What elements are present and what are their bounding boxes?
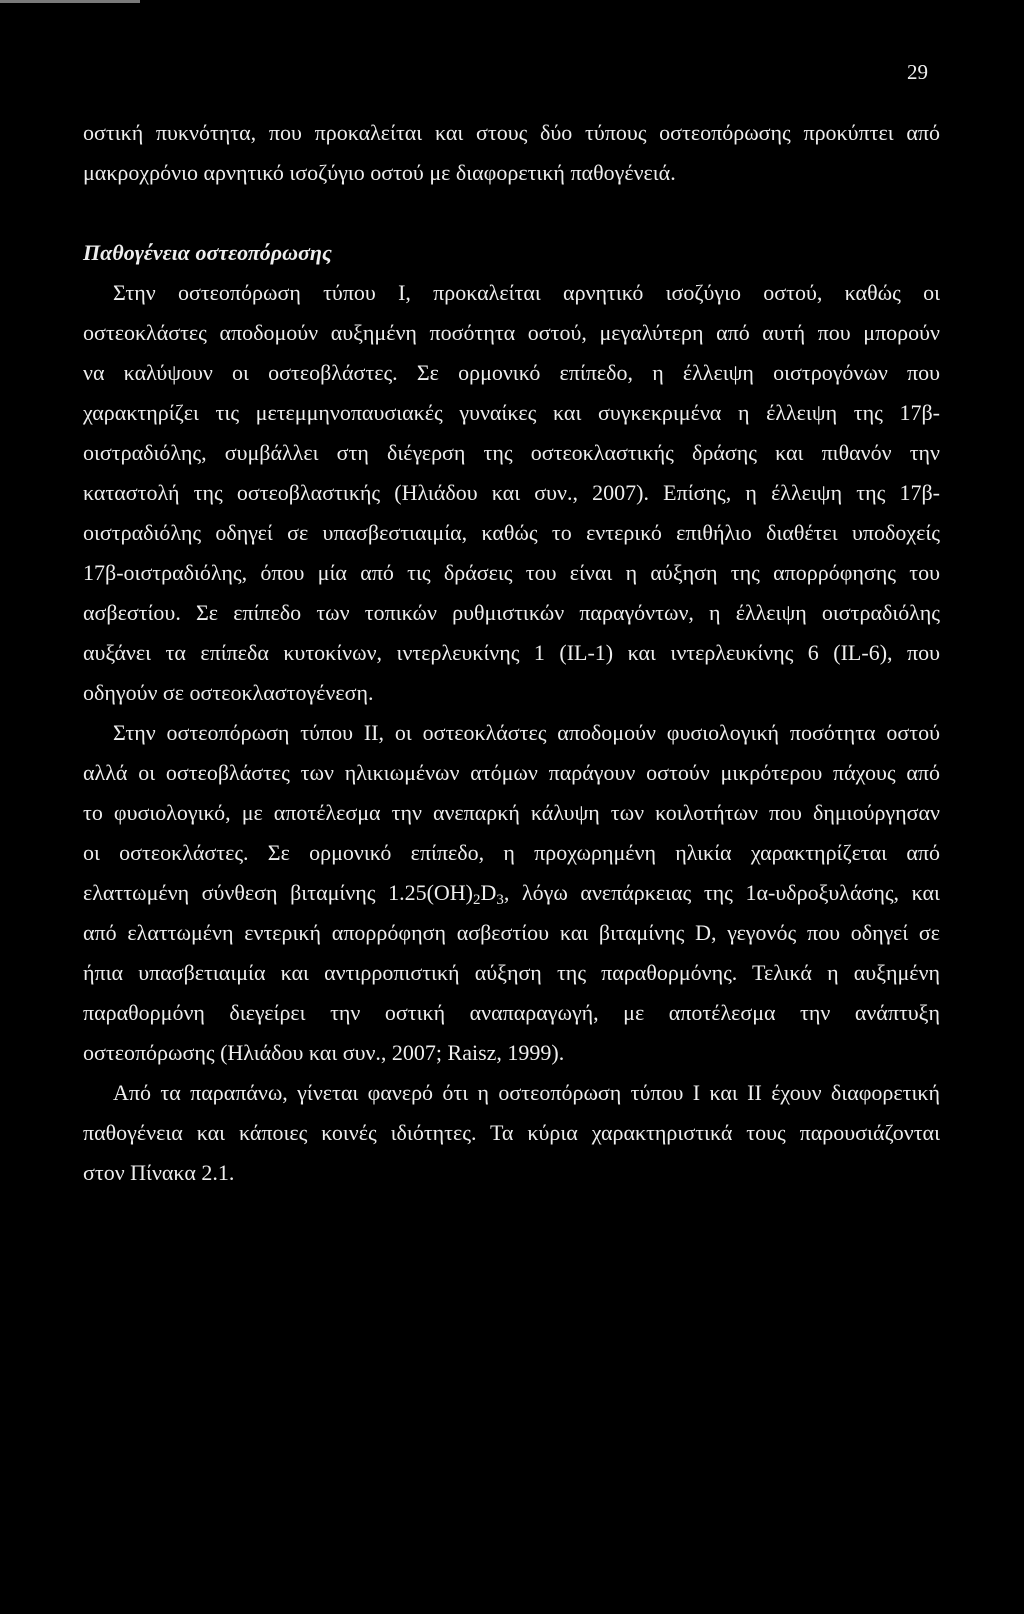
paragraph-1-line-10: [83, 633, 940, 673]
line-text: οστεοπόρωσης (Ηλιάδου και συν., 2007; Raisz, 1999).: [83, 1040, 565, 1065]
line-text: καταστολή της οστεοβλαστικής (Ηλιάδου και συν., 2007). Επίσης, η έλλειψη της 17β-: [83, 480, 940, 505]
line-text: Στην οστεοπόρωση τύπου II, οι οστεοκλάστες αποδομούν φυσιολογική ποσότητα οστού: [113, 720, 940, 745]
line-text: από ελαττωμένη εντερική απορρόφηση ασβεστίου και βιταμίνης D, γεγονός που οδηγεί σε: [83, 920, 940, 945]
formula-text-after: , λόγω ανεπάρκειας της 1α-υδροξυλάσης, και: [503, 880, 940, 905]
paragraph-1-line-4: [83, 393, 940, 433]
line-text: να καλύψουν οι οστεοβλάστες. Σε ορμονικό επίπεδο, η έλλειψη οιστρογόνων που: [83, 360, 940, 385]
line-text: αλλά οι οστεοβλάστες των ηλικιωμένων ατόμων παράγουν οστούν μικρότερου πάχους από: [83, 760, 940, 785]
paragraph-3-line-2: [83, 1113, 940, 1153]
formula-subscript-2: 3: [496, 892, 504, 909]
line-text: οδηγούν σε οστεοκλαστογένεση.: [83, 680, 374, 705]
formula-line-text: [83, 880, 940, 909]
paragraph-2-line-6: [83, 913, 940, 953]
line-text: οιστραδιόλης οδηγεί σε υπασβεστιαιμία, καθώς το εντερικό επιθήλιο διαθέτει υποδοχείς: [83, 520, 940, 545]
section-heading: Παθογένεια οστεοπόρωσης: [83, 240, 332, 265]
paragraph-2-line-7: [83, 953, 940, 993]
line-text: στον Πίνακα 2.1.: [83, 1160, 235, 1185]
paragraph-1-line-2: [83, 313, 940, 353]
line-text: 17β-οιστραδιόλης, όπου μία από τις δράσεις του είναι η αύξηση της απορρόφησης του: [83, 560, 940, 585]
line-text: μακροχρόνιο αρνητικό ισοζύγιο οστού με διαφορετική παθογένειά.: [83, 160, 676, 185]
line-text: ήπια υπασβετιαιμία και αντιρροπιστική αύξηση της παραθορμόνης. Τελικά η αυξημένη: [83, 960, 940, 985]
line-text: παραθορμόνη διεγείρει την οστική αναπαραγωγή, με αποτέλεσμα την ανάπτυξη: [83, 1000, 940, 1025]
formula-subscript-1: 2: [473, 892, 481, 909]
scan-edge-line: [0, 0, 140, 3]
paragraph-2-line-5: [83, 873, 940, 913]
line-text: οι οστεοκλάστες. Σε ορμονικό επίπεδο, η προχωρημένη ηλικία χαρακτηρίζεται από: [83, 840, 940, 865]
line-text: οιστραδιόλης, συμβάλλει στη διέγερση της οστεοκλαστικής δράσης και πιθανόν την: [83, 440, 940, 465]
line-text: Στην οστεοπόρωση τύπου I, προκαλείται αρνητικό ισοζύγιο οστού, καθώς οι: [113, 280, 940, 305]
formula-text-middle: D: [480, 880, 497, 905]
paragraph-3-line-1: [83, 1073, 940, 1113]
paragraph-2-line-2: [83, 753, 940, 793]
line-text: παθογένεια και κάποιες κοινές ιδιότητες. Τα κύρια χαρακτηριστικά τους παρουσιάζονται: [83, 1120, 940, 1145]
paragraph-2-line-9: [83, 1033, 940, 1073]
paragraph-1-line-5: [83, 433, 940, 473]
line-text: το φυσιολογικό, με αποτέλεσμα την ανεπαρκή κάλυψη των κοιλοτήτων που δημιούργησαν: [83, 800, 940, 825]
formula-text-before: ελαττωμένη σύνθεση βιταμίνης 1.25(OH): [83, 880, 473, 905]
page-number: 29: [907, 60, 928, 84]
paragraph-2-line-4: [83, 833, 940, 873]
line-text: ασβεστίου. Σε επίπεδο των τοπικών ρυθμιστικών παραγόντων, η έλλειψη οιστραδιόλης: [83, 600, 940, 625]
paragraph-1-line-6: [83, 473, 940, 513]
paragraph-2-line-1: [83, 713, 940, 753]
paragraph-2-line-8: [83, 993, 940, 1033]
paragraph-1-line-9: [83, 593, 940, 633]
intro-line-2: [83, 153, 940, 193]
line-text: οστική πυκνότητα, που προκαλείται και στους δύο τύπους οστεοπόρωσης προκύπτει από: [83, 120, 940, 145]
blank-line: [83, 193, 940, 233]
line-text: αυξάνει τα επίπεδα κυτοκίνων, ιντερλευκίνης 1 (IL-1) και ιντερλευκίνης 6 (IL-6), που: [83, 640, 940, 665]
paragraph-1-line-1: [83, 273, 940, 313]
paragraph-3-line-3: [83, 1153, 940, 1193]
paragraph-1-line-3: [83, 353, 940, 393]
intro-line-1: [83, 113, 940, 153]
line-text: οστεοκλάστες αποδομούν αυξημένη ποσότητα οστού, μεγαλύτερη από αυτή που μπορούν: [83, 320, 940, 345]
paragraph-1-line-8: [83, 553, 940, 593]
paragraph-1-line-7: [83, 513, 940, 553]
paragraph-1-line-11: [83, 673, 940, 713]
line-text: Από τα παραπάνω, γίνεται φανερό ότι η οστεοπόρωση τύπου I και II έχουν διαφορετική: [113, 1080, 940, 1105]
line-text: χαρακτηρίζει τις μετεμμηνοπαυσιακές γυναίκες και συγκεκριμένα η έλλειψη της 17β-: [83, 400, 940, 425]
body-text: [83, 113, 940, 1193]
paragraph-2-line-3: [83, 793, 940, 833]
